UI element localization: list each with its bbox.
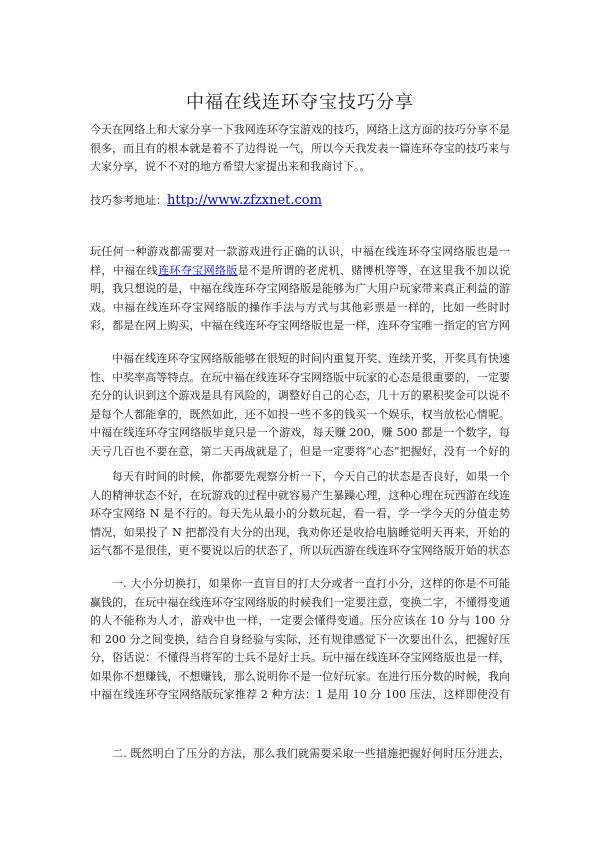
paragraph-1-text-b: 是不是所谓的老虎机、赌博机等等，在这里我不加以说明，我只想说的是，中福在线连环夺宝网络版是能够为广大用户玩家带来真正利益的游戏。中福在线连环夺宝网络版的操作手法与方式与其他彩票是一样的，比如一些时时彩，都是在网上购买，中福在线连环夺宝网络版也是一样，连环夺宝唯一指定的官方网	[90, 263, 510, 332]
paragraph-1	[90, 243, 510, 337]
paragraph-1-text-a: 玩任何一种游戏都需要对一款游戏进行正确的认识，中福在线连环夺宝网络版也是一样，中福在线	[90, 245, 510, 277]
reference-line	[90, 192, 510, 211]
paragraph-3: 每天有时间的时候，你都要先观察分析一下，今天自己的状态是否良好，如果一个人的精神状态不好，在玩游戏的过程中就容易产生暴躁心理，这种心理在玩西游在线连环夺宝网络 N 是不行的。每天先从最小的分数玩起，看一看，学一学今天的分值走势情况，如果投了 N 把都没有大分的出现，我劝你还是收拾电脑睡觉明天再来，开始的运气都不是很佳，更不要说以后的状态了，所以玩西游在线连环夺宝网络版开始的状态	[90, 470, 510, 557]
paragraph-4: 一. 大小分切换打，如果你一直盲目的打大分或者一直打小分，这样的你是不可能赢钱的，在玩中福在线连环夺宝网络版的时候我们一定要注意，变换二字，不懂得变通的人不能称为人才，游戏中也一样，一定要会懂得变通。压分应该在 10 分与 100 分和 200 分之间变换，结合自身经验与实际，还有规律感觉下一次要出什么，把握好压分，俗话说：不懂得当将军的士兵不是好士兵。玩中福在线连环夺宝网络版也是一样，如果你不想赚钱，不想赚钱，那么说明你不是一位好玩家。在进行压分数的时候，我向中福在线连环夺宝网络版玩家推荐 2 种方法：1 是用 10 分 100 压法，这样即使没有	[90, 577, 510, 701]
intro-paragraph: 今天在网络上和大家分享一下我网连环夺宝游戏的技巧，网络上这方面的技巧分享不是很多，而且有的根本就是着不了边得说一气，所以今天我发表一篇连环夺宝的技巧来与大家分享，说不不对的地方希望大家提出来和我商讨下。。	[90, 123, 510, 173]
game-link[interactable]: 连环夺宝网络版	[158, 263, 238, 277]
reference-link[interactable]: http://www.zfzxnet.com	[167, 193, 322, 208]
reference-label: 技巧参考地址：	[90, 194, 167, 207]
paragraph-5: 二. 既然明白了压分的方法，那么我们就需要采取一些措施把握好何时压分进去，	[112, 747, 510, 760]
document-title: 中福在线连环夺宝技巧分享	[186, 92, 414, 114]
paragraph-2: 中福在线连环夺宝网络版能够在很短的时间内重复开奖、连续开奖，开奖具有快速性、中奖率高等特点。在玩中福在线连环夺宝网络版中玩家的心态是很重要的，一定要充分的认识到这个游戏是具有风险的，调整好自己的心态，几十万的累积奖金可以说不是每个人都能拿的，既然如此，还不如投一些不多的钱买一个娱乐，权当放松心情呢。中福在线连环夺宝网络版毕竟只是一个游戏，每天赚 200，赚 500 都是一个数字，每天亏几百也不要在意，第二天再战就是了，但是一定要将“心态”把握好，没有一个好的	[90, 352, 510, 458]
